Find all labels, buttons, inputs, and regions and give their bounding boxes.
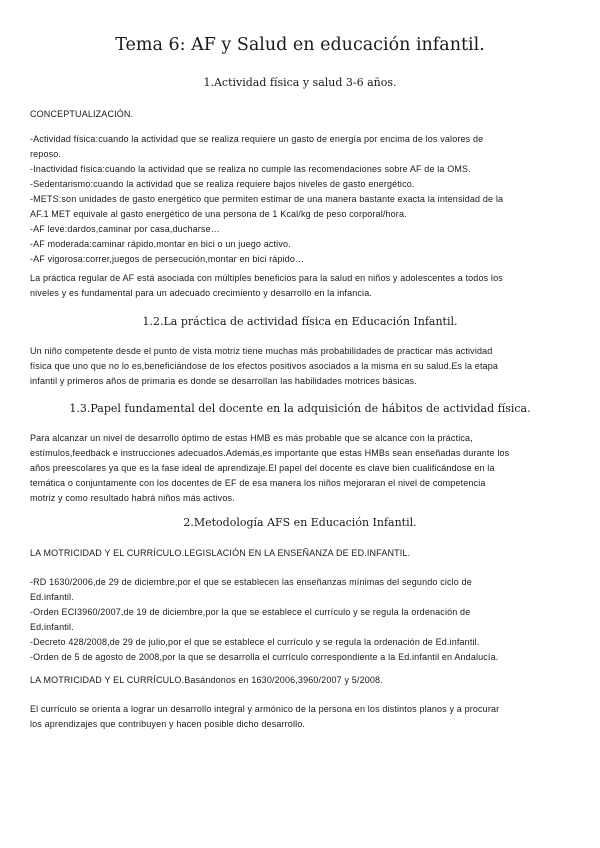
legislacion-line: -Orden de 5 de agosto de 2008,por la que se desarrolla el currículo correspondiente a la Ed.infantil en Andalucía. — [30, 652, 499, 662]
legislacion-line: -Orden ECI3960/2007,de 19 de diciembre,por la que se establece el currículo y se regula la ordenación de — [30, 607, 471, 617]
section-1-heading: 1.Actividad física y salud 3-6 años. — [203, 76, 397, 89]
legislacion-heading — [30, 546, 575, 561]
definition-line: -METS:son unidades de gasto energético que permiten estimar de una manera bastante exacta la intensidad de la — [30, 194, 504, 204]
text-line: temática o conjuntamente con los docentes de EF de esa manera los niños mejoraran el nivel de competencia — [30, 478, 486, 488]
basandonos-line — [30, 673, 575, 688]
conceptualizacion-label — [30, 107, 575, 122]
text-line: LA MOTRICIDAD Y EL CURRÍCULO.LEGISLACIÓN EN LA ENSEÑANZA DE ED.INFANTIL. — [30, 548, 411, 558]
definition-line: AF.1 MET equivale al gasto energético de una persona de 1 Kcal/kg de peso corporal/hora. — [30, 209, 407, 219]
text-line: La práctica regular de AF está asociada con múltiples beneficios para la salud en niños y adolescentes a todos los — [30, 273, 503, 283]
text-line: niveles y es fundamental para un adecuado crecimiento y desarrollo en la infancia. — [30, 288, 372, 298]
document-title: Tema 6: AF y Salud en educación infantil. — [115, 35, 485, 55]
legislacion-line: Ed.infantil. — [30, 592, 74, 602]
definition-line: -AF vigorosa:correr,juegos de persecución,montar en bici rápido… — [30, 254, 305, 264]
definition-line: -AF moderada:caminar rápido,montar en bici o un juego activo. — [30, 239, 291, 249]
legislacion-line: -Decreto 428/2008,de 29 de julio,por el que se establece el currículo y se regula la ordenación de Ed.infantil. — [30, 637, 480, 647]
text-line: física que uno que no lo es,beneficiándose de los efectos positivos asociados a la misma en su salud.Es la etapa — [30, 361, 499, 371]
text-line: los aprendizajes que contribuyen y hacen posible dicho desarrollo. — [30, 719, 306, 729]
text-line: infantil y primeros años de primaria es donde se desarrollan las habilidades motrices básicas. — [30, 376, 417, 386]
legislacion-line: Ed.infantil. — [30, 622, 74, 632]
text-line: CONCEPTUALIZACIÓN. — [30, 109, 134, 119]
text-line: Para alcanzar un nivel de desarrollo óptimo de estas HMB es más probable que se alcance con la práctica, — [30, 433, 473, 443]
text-line: motriz y como resultado habrá niños más activos. — [30, 493, 235, 503]
text-line: LA MOTRICIDAD Y EL CURRÍCULO.Basándonos en 1630/2006,3960/2007 y 5/2008. — [30, 675, 383, 685]
definitions-list — [30, 132, 575, 267]
text-line: Un niño competente desde el punto de vista motriz tiene muchas más probabilidades de practicar más actividad — [30, 346, 493, 356]
paragraph-curriculo — [30, 702, 575, 732]
definition-line: reposo. — [30, 149, 62, 159]
section-1-3-heading: 1.3.Papel fundamental del docente en la adquisición de hábitos de actividad física. — [69, 402, 531, 415]
section-2-heading: 2.Metodología AFS en Educación Infantil. — [183, 516, 417, 529]
definition-line: -Inactividad física:cuando la actividad que se realiza no cumple las recomendaciones sobre AF de la OMS. — [30, 164, 471, 174]
legislacion-list — [30, 575, 575, 665]
paragraph-practica — [30, 271, 575, 301]
definition-line: -Sedentarismo:cuando la actividad que se realiza requiere bajos niveles de gasto energético. — [30, 179, 415, 189]
text-line: El currículo se orienta a lograr un desarrollo integral y armónico de la persona en los distintos planos y a procurar — [30, 704, 500, 714]
definition-line: -Actividad física:cuando la actividad que se realiza requiere un gasto de energía por encima de los valores de — [30, 134, 484, 144]
definition-line: -AF leve:dardos,caminar por casa,ducharse… — [30, 224, 220, 234]
text-line: años preescolares ya que es la fase ideal de aprendizaje.El papel del docente es clave bien cualificándose en la — [30, 463, 495, 473]
section-1-2-heading: 1.2.La práctica de actividad física en Educación Infantil. — [142, 315, 458, 328]
text-line: estímulos,feedback e instrucciones adecuados.Además,es importante que estas HMBs sean enseñadas durante los — [30, 448, 510, 458]
legislacion-line: -RD 1630/2006,de 29 de diciembre,por el que se establecen las enseñanzas mínimas del segundo ciclo de — [30, 577, 472, 587]
paragraph-docente — [30, 431, 575, 506]
paragraph-competente — [30, 344, 575, 389]
